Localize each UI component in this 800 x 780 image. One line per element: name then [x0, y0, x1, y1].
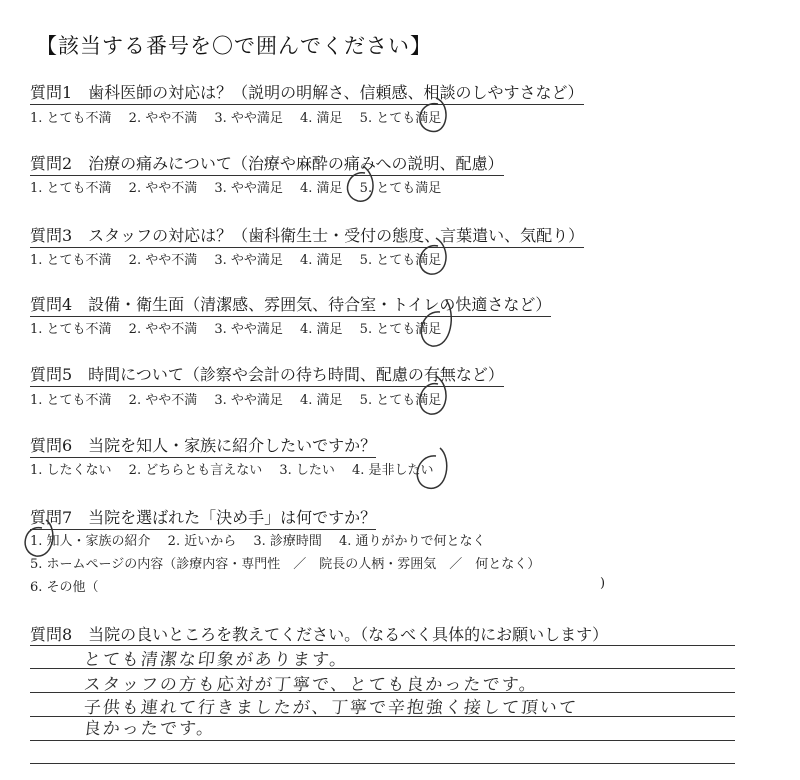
- circle-mark-q2: [348, 166, 374, 201]
- question-7-other-close: ): [600, 576, 606, 591]
- question-5-label: 質問5 時間について（診察や会計の待ち時間、配慮の有無など）: [30, 362, 504, 387]
- question-7-label: 質問7 当院を選ばれた「決め手」は何ですか？: [30, 505, 376, 530]
- question-5-options[interactable]: 1. とても不満 2. やや不満 3. やや満足 4. 満足 5. とても満足: [30, 393, 442, 408]
- circle-mark-q4: [421, 300, 451, 346]
- question-4-options[interactable]: 1. とても不満 2. やや不満 3. やや満足 4. 満足 5. とても満足: [30, 322, 442, 337]
- question-6-label: 質問6 当院を知人・家族に紹介したいですか？: [30, 433, 376, 458]
- circle-mark-q6: [417, 448, 446, 488]
- question-3-options[interactable]: 1. とても不満 2. やや不満 3. やや満足 4. 満足 5. とても満足: [30, 253, 442, 268]
- circle-mark-q5: [420, 376, 446, 414]
- answer-line-2: スタッフの方も応対が丁寧で、とても良かったです。: [82, 675, 540, 695]
- circle-mark-q1: [420, 98, 446, 132]
- question-7-options[interactable]: 1. 知人・家族の紹介 2. 近いから 3. 診療時間 4. 通りがかりで何となく: [30, 534, 486, 549]
- question-7-options-row3[interactable]: 6. その他（: [30, 580, 99, 595]
- answer-line-1: とても清潔な印象があります。: [82, 650, 350, 670]
- question-6-options[interactable]: 1. したくない 2. どちらとも言えない 3. したい 4. 是非したい: [30, 463, 434, 478]
- question-3-label: 質問3 スタッフの対応は？（歯科衛生士・受付の態度、言葉遣い、気配り）: [30, 223, 584, 248]
- page-title: 【該当する番号を〇で囲んでください】: [36, 34, 432, 58]
- circle-mark-q3: [420, 238, 446, 274]
- question-8-label: 質問8 当院の良いところを教えてください。（なるべく具体的にお願いします）: [30, 625, 609, 644]
- question-2-options[interactable]: 1. とても不満 2. やや不満 3. やや満足 4. 満足 5. とても満足: [30, 181, 442, 196]
- answer-line-4: 良かったです。: [82, 719, 217, 739]
- question-2-label: 質問2 治療の痛みについて（治療や麻酔の痛みへの説明、配慮）: [30, 151, 504, 176]
- question-1-options[interactable]: 1. とても不満 2. やや不満 3. やや満足 4. 満足 5. とても満足: [30, 111, 442, 126]
- question-1-label: 質問1 歯科医師の対応は？（説明の明解さ、信頼感、相談のしやすさなど）: [30, 80, 584, 105]
- answer-line-3: 子供も連れて行きましたが、丁寧で辛抱強く接して頂いて: [82, 698, 579, 718]
- circle-mark-q7: [25, 520, 53, 556]
- question-7-options-row2[interactable]: 5. ホームページの内容（診療内容・専門性 ／ 院長の人柄・雰囲気 ／ 何となく）: [30, 557, 541, 572]
- question-4-label: 質問4 設備・衛生面（清潔感、雰囲気、待合室・トイレの快適さなど）: [30, 292, 551, 317]
